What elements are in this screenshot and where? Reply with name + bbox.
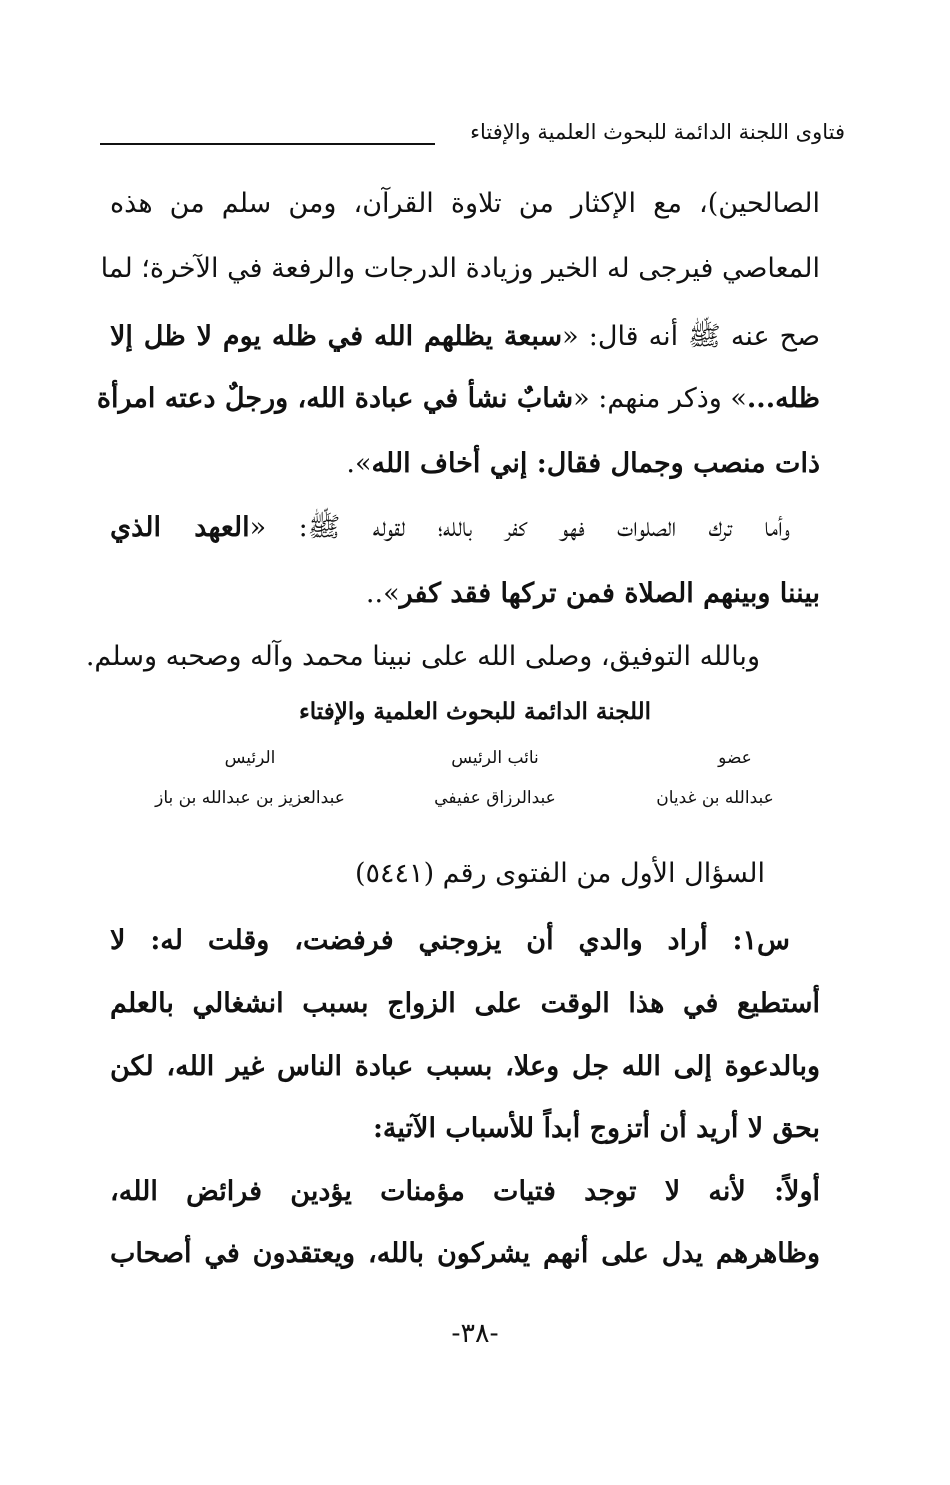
member-role: نائب الرئيس <box>451 748 539 768</box>
question-title: السؤال الأول من الفتوى رقم (٥٤٤١) <box>355 858 765 889</box>
header-title: فتاوى اللجنة الدائمة للبحوث العلمية والإفتاء <box>462 117 845 147</box>
hadith-text: سبعة يظلهم الله في ظله يوم لا ظل إلا <box>110 321 563 352</box>
page-number: -٣٨- <box>451 1318 499 1349</box>
body-text: ». <box>346 448 372 479</box>
body-text: وأما ترك الصلوات فهو كفر بالله؛ لقوله ﷺ: « <box>249 512 790 543</box>
running-header <box>100 117 845 157</box>
hadith-text: شابٌ نشأ في عبادة الله، ورجلٌ دعته امرأة <box>96 383 574 414</box>
committee-name: اللجنة الدائمة للبحوث العلمية والإفتاء <box>298 698 652 725</box>
member-role: عضو <box>718 748 752 768</box>
body-line-4 <box>96 375 820 427</box>
question-line-3: وبالدعوة إلى الله جل وعلا، بسبب عبادة الناس غير الله، لكن <box>110 1051 820 1082</box>
body-line-5 <box>110 440 820 492</box>
body-line-6 <box>110 504 790 556</box>
body-line-7 <box>110 570 820 622</box>
member-name: عبدالله بن غديان <box>656 788 774 808</box>
body-line-3 <box>110 313 820 365</box>
question-line-4: بحق لا أريد أن أتزوج أبداً للأسباب الآتية: <box>372 1113 820 1144</box>
hadith-text: بيننا وبينهم الصلاة فمن تركها فقد كفر <box>399 578 820 609</box>
body-line-1: الصالحين)، مع الإكثار من تلاوة القرآن، ومن سلم من هذه <box>110 188 820 219</box>
closing-line: وبالله التوفيق، وصلى الله على نبينا محمد وآله وصحبه وسلم. <box>85 641 760 672</box>
body-text: » وذكر منهم: « <box>573 383 747 414</box>
body-text: ».. <box>365 578 400 609</box>
hadith-text: العهد الذي <box>110 512 250 543</box>
question-line-6: وظاهرهم يدل على أنهم يشركون بالله، ويعتقدون في أصحاب <box>110 1238 820 1269</box>
member-role: الرئيس <box>224 748 276 768</box>
body-line-2: المعاصي فيرجى له الخير وزيادة الدرجات والرفعة في الآخرة؛ لما <box>100 253 820 284</box>
hadith-text: ذات منصب وجمال فقال: إني أخاف الله <box>371 448 820 479</box>
member-name: عبدالرزاق عفيفي <box>434 788 556 808</box>
question-line-2: أستطيع في هذا الوقت على الزواج بسبب انشغالي بالعلم <box>110 988 820 1019</box>
question-line-1: س١: أراد والدي أن يزوجني فرفضت، وقلت له: لا <box>110 925 790 956</box>
body-text: صح عنه ﷺ أنه قال: « <box>562 321 820 352</box>
header-rule <box>100 143 435 145</box>
hadith-text: ظله... <box>746 383 820 414</box>
member-name: عبدالعزيز بن عبدالله بن باز <box>155 788 345 808</box>
question-line-5: أولاً: لأنه لا توجد فتيات مؤمنات يؤدين فرائض الله، <box>110 1176 820 1207</box>
